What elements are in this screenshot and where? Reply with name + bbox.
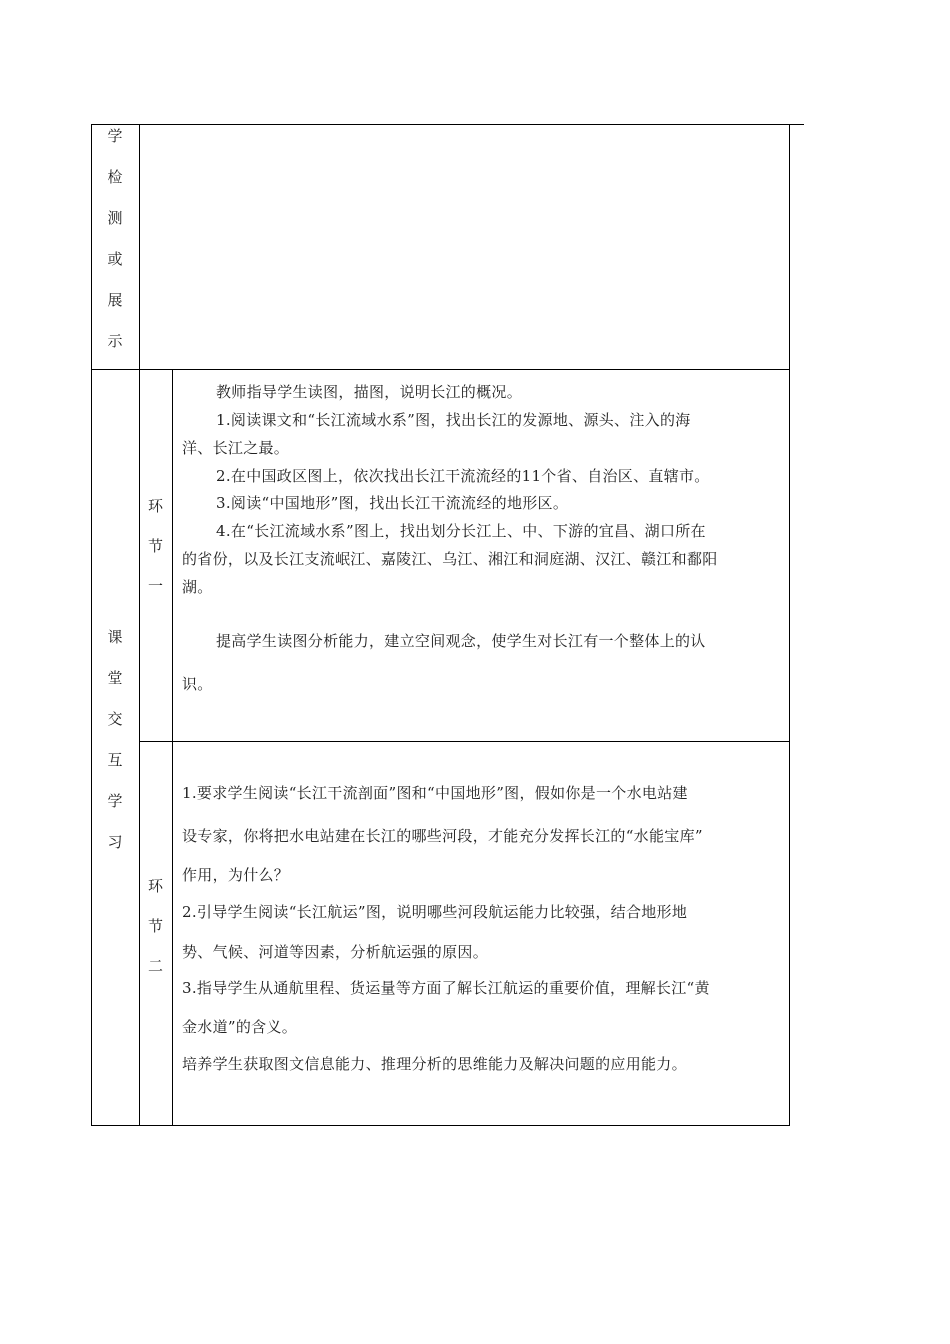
stage2-line: 势、气候、河道等因素，分析航运强的原因。 [182, 943, 489, 961]
stage1-line: 识。 [182, 675, 213, 693]
stage2-label [139, 879, 172, 974]
label-char: 习 [107, 833, 123, 851]
label-char: 示 [107, 332, 123, 350]
classroom-section-label [91, 630, 139, 850]
label-char: 学 [107, 127, 123, 145]
stage2-line: 金水道”的含义。 [182, 1018, 298, 1036]
label-char: 学 [107, 792, 123, 810]
stage1-line: 洋、长江之最。 [182, 439, 290, 457]
stage-divider [139, 741, 790, 742]
label-column-border [139, 124, 140, 1126]
stage1-line: 的省份，以及长江支流岷江、嘉陵江、乌江、湘江和洞庭湖、汉江、赣江和鄱阳 [182, 550, 718, 568]
stage1-line: 提高学生读图分析能力，建立空间观念，使学生对长江有一个整体上的认 [216, 632, 706, 650]
stage1-line: 1.阅读课文和“长江流域水系”图，找出长江的发源地、源头、注入的海 [216, 411, 691, 429]
label-char: 环 [147, 877, 163, 895]
stage2-line: 作用，为什么？ [182, 866, 290, 884]
stage1-line: 4.在“长江流域水系”图上，找出划分长江上、中、下游的宜昌、湖口所在 [216, 522, 706, 540]
stage1-line: 2.在中国政区图上，依次找出长江干流流经的11个省、自治区、直辖市。 [216, 467, 710, 485]
stage-column-border [172, 369, 173, 1126]
stage1-line: 教师指导学生读图，描图，说明长江的概况。 [216, 383, 523, 401]
label-char: 展 [107, 291, 123, 309]
label-char: 交 [107, 710, 123, 728]
stage2-line: 培养学生获取图文信息能力、推理分析的思维能力及解决问题的应用能力。 [182, 1055, 687, 1073]
stage1-label [139, 499, 172, 594]
stage2-line: 3.指导学生从通航里程、货运量等方面了解长江航运的重要价值，理解长江“黄 [182, 979, 710, 997]
table-right-border [789, 124, 790, 1126]
table-bottom-border [91, 1125, 790, 1126]
stage2-line: 设专家，你将把水电站建在长江的哪些河段，才能充分发挥长江的“水能宝库” [182, 827, 703, 845]
label-char: 检 [107, 168, 123, 186]
top-section-label [91, 129, 139, 349]
stage1-line: 3.阅读“中国地形”图，找出长江干流流经的地形区。 [216, 494, 569, 512]
label-char: 环 [147, 497, 163, 515]
table-top-border [91, 124, 804, 125]
label-char: 二 [147, 957, 163, 975]
stage1-line: 湖。 [182, 578, 213, 596]
label-char: 课 [107, 628, 123, 646]
stage2-line: 2.引导学生阅读“长江航运”图，说明哪些河段航运能力比较强，结合地形地 [182, 903, 688, 921]
label-char: 或 [107, 250, 123, 268]
label-char: 节 [147, 917, 163, 935]
label-char: 节 [147, 537, 163, 555]
label-char: 一 [147, 577, 163, 595]
section-divider [91, 369, 790, 370]
label-char: 互 [107, 751, 123, 769]
label-char: 堂 [107, 669, 123, 687]
stage2-line: 1.要求学生阅读“长江干流剖面”图和“中国地形”图，假如你是一个水电站建 [182, 784, 688, 802]
label-char: 测 [107, 209, 123, 227]
